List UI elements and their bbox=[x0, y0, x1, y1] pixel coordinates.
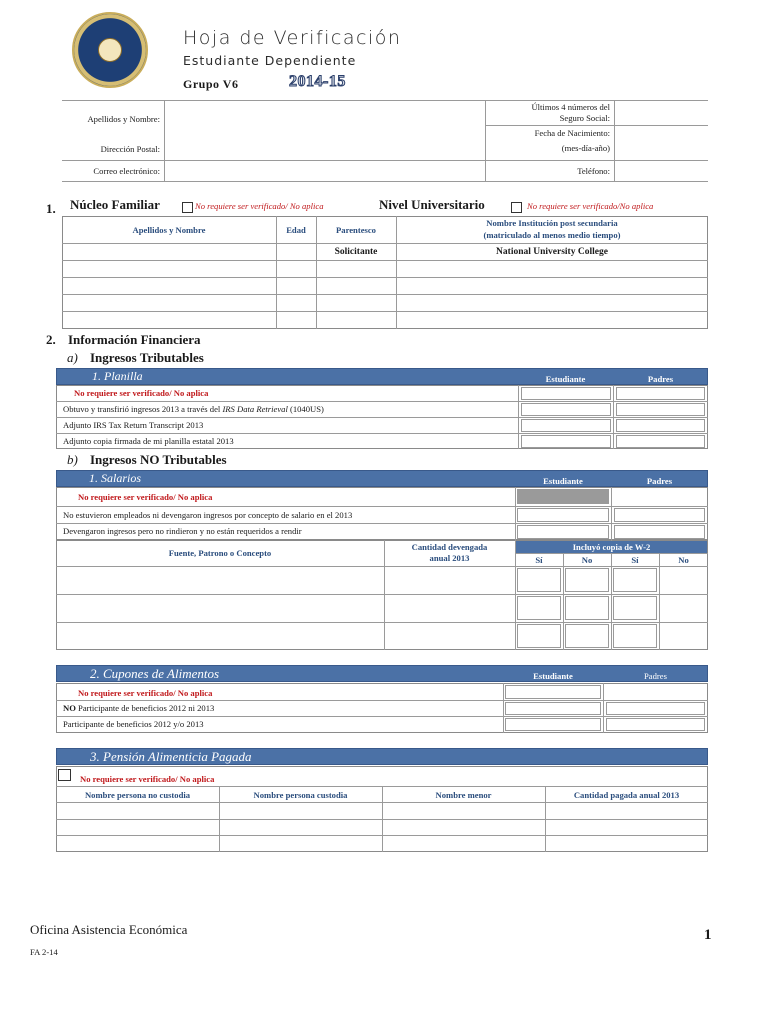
phone-label: Teléfono: bbox=[577, 166, 610, 176]
salarios-title: 1. Salarios bbox=[89, 471, 142, 485]
salarios-row-not-employed: No estuvieron empleados ni devengaron ingresos por concepto de salario en el 2013 bbox=[63, 510, 353, 520]
email-field[interactable] bbox=[166, 162, 483, 180]
ssn-label-line1: Últimos 4 números del bbox=[531, 102, 610, 112]
planilla-transcript-student-box[interactable] bbox=[521, 419, 611, 432]
col-family-age: Edad bbox=[286, 225, 306, 235]
salarios-row-not-filed: Devengaron ingresos pero no rindieron y no están requeridos a rendir bbox=[63, 526, 302, 536]
section1-number: 1. bbox=[46, 201, 56, 216]
cupones-participant-student-box[interactable] bbox=[505, 718, 601, 731]
salarios-na-note: No requiere ser verificado/ No aplica bbox=[78, 492, 213, 502]
col-family-name: Apellidos y Nombre bbox=[132, 225, 206, 235]
page-subtitle: Estudiante Dependiente bbox=[183, 53, 357, 68]
salarios-not-filed-parents-box[interactable] bbox=[614, 525, 705, 539]
salarios-na-student-box[interactable] bbox=[517, 489, 609, 504]
planilla-row-irs-drt bbox=[63, 404, 324, 414]
page-title: Hoja de Verificación bbox=[183, 27, 402, 49]
university-title: Nivel Universitario bbox=[379, 197, 485, 212]
w2-row3-student-yes-box[interactable] bbox=[517, 624, 561, 648]
col-minor: Nombre menor bbox=[435, 790, 492, 800]
cupones-row-not-participant-rest: Participante de beneficios 2012 ni 2013 bbox=[75, 703, 215, 713]
planilla-row-state: Adjunto copia firmada de mi planilla estatal 2013 bbox=[63, 436, 234, 446]
salarios-not-filed-student-box[interactable] bbox=[517, 525, 609, 539]
university-na-note: No requiere ser verificado/No aplica bbox=[527, 201, 654, 211]
col-annual-amount-paid: Cantidad pagada anual 2013 bbox=[573, 790, 680, 800]
ssn-label-line2: Seguro Social: bbox=[559, 113, 610, 123]
planilla-state-parents-box[interactable] bbox=[616, 435, 705, 448]
salarios-not-employed-student-box[interactable] bbox=[517, 508, 609, 522]
name-field[interactable] bbox=[166, 102, 483, 138]
planilla-drt-parents-box[interactable] bbox=[616, 403, 705, 416]
w2-row1-parents-yes-box[interactable] bbox=[613, 568, 657, 592]
planilla-transcript-parents-box[interactable] bbox=[616, 419, 705, 432]
row1-institution: National University College bbox=[496, 247, 608, 257]
col-w2-parents-no: No bbox=[678, 555, 689, 565]
col-institution-line1: Nombre Institución post secundaria bbox=[486, 218, 618, 228]
col-w2-parents-yes: Sí bbox=[631, 555, 639, 565]
col-w2-student-yes: Sí bbox=[535, 555, 543, 565]
w2-row2-student-yes-box[interactable] bbox=[517, 596, 561, 620]
planilla-drt-student-box[interactable] bbox=[521, 403, 611, 416]
cupones-row-not-participant bbox=[63, 703, 214, 713]
address-field[interactable] bbox=[166, 140, 483, 159]
section2-number: 2. bbox=[46, 332, 56, 347]
w2-row2-parents-yes-box[interactable] bbox=[613, 596, 657, 620]
w2-row3-student-no-box[interactable] bbox=[565, 624, 609, 648]
planilla-na-note: No requiere ser verificado/ No aplica bbox=[74, 388, 209, 398]
cupones-na-student-box[interactable] bbox=[505, 685, 601, 699]
planilla-row-transcript: Adjunto IRS Tax Return Transcript 2013 bbox=[63, 420, 204, 430]
section2b-title: Ingresos NO Tributables bbox=[90, 452, 227, 467]
section2a-title: Ingresos Tributables bbox=[90, 350, 204, 365]
row1-relation: Solicitante bbox=[334, 247, 378, 257]
phone-field[interactable] bbox=[616, 162, 706, 180]
university-na-checkbox[interactable] bbox=[511, 202, 522, 213]
salarios-col-student: Estudiante bbox=[543, 476, 583, 486]
footer-office-name: Oficina Asistencia Económica bbox=[30, 922, 188, 937]
col-institution-line2: (matriculado al menos medio tiempo) bbox=[483, 230, 621, 240]
university-seal-logo bbox=[72, 12, 148, 88]
cupones-not-participant-student-box[interactable] bbox=[505, 702, 601, 715]
pension-na-checkbox[interactable] bbox=[58, 769, 71, 781]
family-title: Núcleo Familiar bbox=[70, 197, 160, 212]
planilla-row-irs-drt-post: (1040US) bbox=[287, 404, 324, 414]
w2-row3-parents-yes-box[interactable] bbox=[613, 624, 657, 648]
award-year: 2014-15 bbox=[289, 73, 346, 90]
planilla-title: 1. Planilla bbox=[92, 369, 143, 383]
ssn-field[interactable] bbox=[616, 102, 706, 124]
email-label: Correo electrónico: bbox=[93, 166, 160, 176]
salarios-not-employed-parents-box[interactable] bbox=[614, 508, 705, 522]
address-label: Dirección Postal: bbox=[100, 144, 160, 154]
w2-row1-student-no-box[interactable] bbox=[565, 568, 609, 592]
salarios-col-parents: Padres bbox=[646, 476, 673, 486]
col-amount-line1: Cantidad devengada bbox=[411, 542, 488, 552]
cupones-na-note: No requiere ser verificado/ No aplica bbox=[78, 688, 213, 698]
cupones-not-participant-parents-box[interactable] bbox=[606, 702, 705, 715]
w2-row1-student-yes-box[interactable] bbox=[517, 568, 561, 592]
section2-title: Información Financiera bbox=[68, 332, 201, 347]
cupones-col-student: Estudiante bbox=[533, 671, 573, 681]
section2a-label: a) bbox=[67, 350, 78, 365]
pension-na-note: No requiere ser verificado/ No aplica bbox=[80, 774, 215, 784]
col-noncustodial-person: Nombre persona no custodia bbox=[84, 790, 191, 800]
planilla-row-irs-drt-italic: IRS Data Retrieval bbox=[222, 404, 288, 414]
cupones-title: 2. Cupones de Alimentos bbox=[90, 666, 220, 681]
planilla-col-student: Estudiante bbox=[545, 374, 586, 384]
dob-label-line1: Fecha de Nacimiento: bbox=[534, 128, 610, 138]
cupones-col-parents: Padres bbox=[644, 671, 667, 681]
planilla-state-student-box[interactable] bbox=[521, 435, 611, 448]
col-family-relation: Parentesco bbox=[336, 225, 376, 235]
pension-title: 3. Pensión Alimenticia Pagada bbox=[90, 749, 252, 764]
col-custodial-person: Nombre persona custodia bbox=[253, 790, 348, 800]
seal-center-emblem bbox=[98, 38, 122, 62]
name-label: Apellidos y Nombre: bbox=[87, 114, 160, 124]
col-amount-line2: anual 2013 bbox=[429, 553, 470, 563]
section2b-label: b) bbox=[67, 452, 78, 467]
cupones-row-participant: Participante de beneficios 2012 y/o 2013 bbox=[63, 719, 204, 729]
col-w2-student-no: No bbox=[581, 555, 593, 565]
family-na-note: No requiere ser verificado/ No aplica bbox=[195, 201, 324, 211]
col-w2: Incluyó copia de W-2 bbox=[572, 542, 651, 552]
page-number: 1 bbox=[704, 927, 712, 943]
cupones-row-not-participant-bold: NO bbox=[63, 703, 76, 713]
family-na-checkbox[interactable] bbox=[182, 202, 193, 213]
w2-row2-student-no-box[interactable] bbox=[565, 596, 609, 620]
planilla-na-parents-box[interactable] bbox=[616, 387, 705, 400]
footer-form-code: FA 2-14 bbox=[30, 947, 58, 957]
dob-field[interactable] bbox=[616, 127, 706, 159]
planilla-na-student-box[interactable] bbox=[521, 387, 611, 400]
planilla-row-irs-drt-pre: Obtuvo y transfirió ingresos 2013 a través del bbox=[63, 404, 223, 414]
planilla-col-parents: Padres bbox=[647, 374, 674, 384]
cupones-participant-parents-box[interactable] bbox=[606, 718, 705, 731]
group-label: Grupo V6 bbox=[183, 77, 239, 91]
dob-label-line2: (mes-día-año) bbox=[561, 143, 610, 153]
col-income-source: Fuente, Patrono o Concepto bbox=[168, 548, 272, 558]
